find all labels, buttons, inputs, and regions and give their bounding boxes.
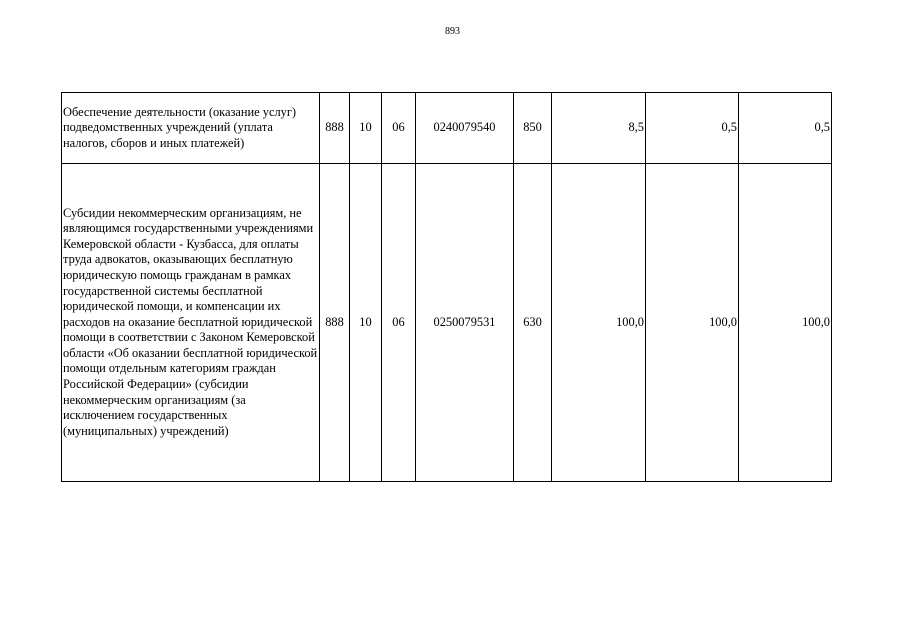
amount-year-1: 100,0 (552, 164, 646, 482)
amount-year-1: 8,5 (552, 93, 646, 164)
page-number: 893 (445, 26, 460, 37)
budget-table (61, 92, 832, 482)
subsection-code: 06 (382, 93, 416, 164)
table-row (62, 93, 832, 164)
section-code: 10 (350, 164, 382, 482)
amount-year-2: 0,5 (646, 93, 739, 164)
target-article-code: 0240079540 (416, 93, 514, 164)
amount-year-3: 0,5 (739, 93, 832, 164)
amount-year-3: 100,0 (739, 164, 832, 482)
target-article-code: 0250079531 (416, 164, 514, 482)
ministry-code: 888 (320, 164, 350, 482)
subsection-code: 06 (382, 164, 416, 482)
expense-type-code: 850 (514, 93, 552, 164)
expense-description: Субсидии некоммерческим организациям, не являющимся государственными учреждениями Кемеровской области - Кузбасса, для оплаты труда адвокатов, оказывающих бесплатную юридическую помощь гражданам в рамках государственной системы бесплатной юридической помощи, и компенсации их расходов на оказание бесплатной юридической помощи в соответствии с Законом Кемеровской области «Об оказании бесплатной юридической помощи отдельным категориям граждан Российской Федерации» (субсидии некоммерческим организациям (за исключением государственных (муниципальных) учреждений) (62, 164, 320, 482)
expense-type-code: 630 (514, 164, 552, 482)
section-code: 10 (350, 93, 382, 164)
amount-year-2: 100,0 (646, 164, 739, 482)
ministry-code: 888 (320, 93, 350, 164)
expense-description: Обеспечение деятельности (оказание услуг) подведомственных учреждений (уплата налогов, сборов и иных платежей) (62, 93, 320, 164)
table-row (62, 164, 832, 482)
